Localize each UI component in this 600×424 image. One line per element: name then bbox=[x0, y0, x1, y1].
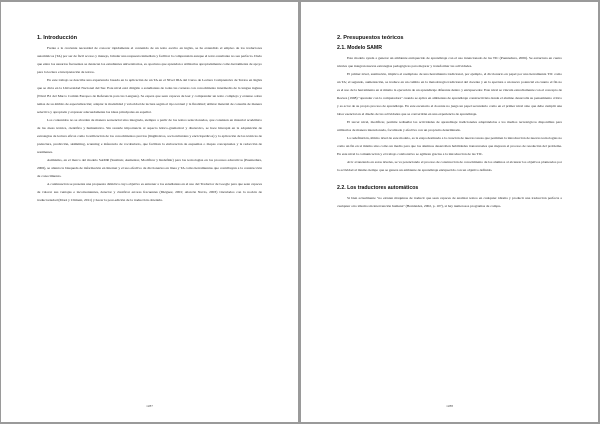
left-page bbox=[1, 2, 298, 422]
spacer bbox=[337, 174, 562, 184]
section-heading-theory: 2. Presupuestos teóricos bbox=[337, 35, 404, 41]
paragraph: A continuación se presenta una propuesta didáctica cuyo objetivo es entrenar a los estudiantes en el uso del Traductor de Google para que sean capaces de valorar sus ventajas e inconvenientes, detectar y clasificar errores frecuentes (Diéguez, 2001; Alarcón Navío, 2003) vinculados con la noción de traductoriedad (Moré y Climent, 2011) y hacer la post-edición de la traducción obtenida. bbox=[37, 182, 262, 202]
section-heading-introduction: 1. Introducción bbox=[37, 35, 78, 41]
paragraph: Este modelo ayuda a generar un ambiente enriquecido de aprendizaje con el uso intencionado de las TIC (Puentedura, 2006). Se estructura en cuatro niveles que integran nuevas estrategias pedagógicas para mejorar y transformar las actividades. bbox=[337, 56, 562, 68]
left-column bbox=[37, 34, 262, 204]
paragraph: La redefinición, último nivel de este modelo, es la etapa destinada a la creación de nuevas tareas que permiten la introducción de nuevas tecnologías no como un fin en sí mismo sino como un medio para que los alumnos desarrollen habilidades transversales que mejoren el proceso de resolución del problema. En este nivel la comunicación y el trabajo colaborativo se agilizan gracias a la introducción de las TIC. bbox=[337, 136, 562, 156]
page-number: 1288 bbox=[446, 404, 453, 408]
paragraph: El primer nivel, sustitución, implica el reemplazo de una herramienta tradicional, por ejemplo, el diccionario en papel por una herramienta TIC como un TA; el segundo, aumentación, se traduce en un cambio en la metodología tradicional del docente y en la apertura a un nuevo potencial en cuanto el fin no es el uso de la herramienta en sí mismo la ejecución de un aprendizaje diferente dentro y enriquecedor. Este nivel se vincula estrechamente con el concepto de Reeves (1998) "aprender con la computadora" cuando se aplica en ambientes de aprendizaje constructivista donde el alumno desarrolla su pensamiento crítico y es actor de su propio proceso de aprendizaje. En este escenario el docente no juega un papel secundario como en el primer nivel sino que debe cumplir una labor esencial en el diseño de las actividades que se convertirán en una experiencia de aprendizaje. bbox=[337, 72, 562, 116]
paragraph: Frente a la creciente necesidad de conocer rápidamente el contenido de un texto escrito en inglés, se ha extendido el empleo de los traductores automáticos (TA) por ser de fácil acceso y manejo, brindar una respuesta inmediata y facilitar la comprensión aunque el texto resultante no sea perfecto. Dado que entre los usuarios frecuentes se destacan los estudiantes universitarios, es oportuno que aprendan a utilizarlos apropiadamente como herramienta de apoyo para la lectura e interpretación de textos. bbox=[37, 46, 262, 74]
paragraph: En este trabajo se describe una experiencia basada en la aplicación de un TA en el Nivel IIIA del Curso de Lectura Comprensiva de Textos en Inglés que se dicta en la Universidad Nacional del Sur. Este nivel está dirigido a estudiantes de todas las carreras con conocimiento intermedio de la lengua inglesa (Nivel B1 del Marco Común Europeo de Referencia para las Lenguas). Se espera que sean capaces de leer y comprender un texto complejo y extenso sobre temas de su ámbito de especialización; adaptar la modalidad y velocidad de lectura según el tipo textual y la finalidad; utilizar material de consulta de manera selectiva y apropiada y expresar adecuadamente las ideas principales en español. bbox=[37, 78, 262, 114]
paragraph: Los contenidos no se abordan de manera secuencial sino integrada, siempre a partir de los textos seleccionados, que consisten en material académico de las áreas técnica, científica y humanística. Sin restarle importancia al aspecto léxico-gramatical y discursivo, se hace hincapié en la adquisición de estrategias de lectura eficaz como la utilización de los conocimientos previos (lingüísticos, socioculturales y enciclopédicos) y la aplicación de las técnicas de prelectura, predicción, skimming, scanning e inferencia de vocabulario, que facilitan la elaboración de esquemas o mapas conceptuales y la redacción de resúmenes. bbox=[37, 118, 262, 154]
page-number: 1287 bbox=[146, 404, 153, 408]
subsection-heading-samr: 2.1. Modelo SAMR bbox=[337, 45, 382, 51]
right-page bbox=[301, 2, 598, 422]
paragraph: Asimismo, en el marco del modelo SAMR (Sustituir, Aumentar, Modificar y Redefinir) para las tecnologías en los procesos educativos (Puentedura, 2006), se alienta la búsqueda de información en Internet y el uso efectivo de diccionarios en línea y TA como herramientas que contribuyen a la construcción de conocimiento. bbox=[37, 158, 262, 178]
subsection-heading-machine-translators: 2.2. Los traductores automáticos bbox=[337, 185, 419, 191]
paragraph: Si bien actualmente "no existen máquinas de traducir que sean capaces de analizar textos en cualquier idioma y producir una traducción perfecta a cualquier otro idioma sin intervención humana" (Hernández, 2002, p. 107), si hay numerosos programas de compu- bbox=[337, 196, 562, 208]
paragraph: El tercer nivel, modificar, permite rediseñar las actividades de aprendizaje tradicionales adaptándolas a los medios tecnológicos disponibles para utilizarlos de manera intencionada, focalizada y efectiva con un propósito determinado. bbox=[337, 120, 562, 132]
right-column bbox=[337, 34, 562, 210]
paragraph: Al ir avanzando en estos niveles, se va potenciando el proceso de construcción de conocimiento de los alumnos al alcanzar los objetivos planteados por la actividad al mismo tiempo que se genera un ambiente de aprendizaje enriquecido con un objetivo definido. bbox=[337, 160, 562, 172]
